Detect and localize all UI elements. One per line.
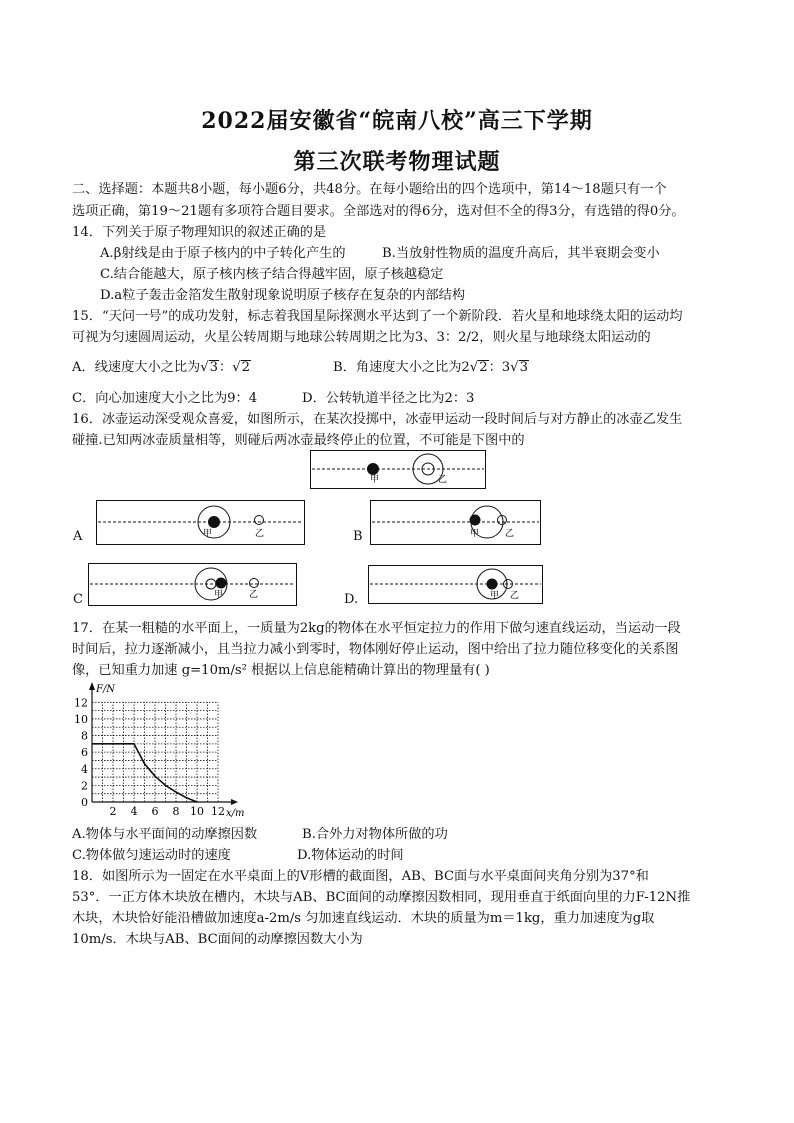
y-tick-label: 8	[81, 729, 88, 743]
q17-option-b: B.合外力对物体所做的功	[302, 827, 448, 842]
option-a-yi: 乙	[255, 529, 265, 539]
q15-option-a-text: A．线速度大小之比为	[72, 360, 201, 375]
x-axis-label: x/m	[226, 808, 245, 819]
q15-option-c: C．向心加速度大小之比为9：4	[72, 391, 258, 406]
q15-option-d: D．公转轨道半径之比为2：3	[302, 391, 475, 406]
q18-stem-cont3: 10m/s．木块与AB、BC面间的动摩擦因数大小为	[72, 932, 363, 947]
q17-option-d: D.物体运动的时间	[297, 848, 404, 863]
q16-label-c: C	[73, 592, 83, 607]
q17-option-c: C.物体做匀速运动时的速度	[72, 848, 231, 863]
curling-option-a	[96, 500, 306, 546]
title-line-1: 2022届安徽省“皖南八校”高三下学期	[201, 108, 593, 134]
y-axis-label: F/N	[96, 684, 116, 695]
q17-option-a: A.物体与水平面间的动摩擦因数	[72, 827, 258, 842]
q17-stem: 17．在某一粗糙的水平面上，一质量为2kg的物体在水平恒定拉力的作用下做匀速直线运动，当运动一段	[72, 621, 681, 636]
option-a-jia: 甲	[203, 529, 213, 539]
q15-option-b-mid: ：3	[488, 360, 511, 375]
stone-jia	[367, 463, 379, 475]
y-axis-arrow	[89, 682, 95, 690]
q15-option-b-text: B．角速度大小之比为2	[333, 360, 470, 375]
option-c-yi: 乙	[249, 590, 259, 600]
q14-stem: 14．下列关于原子物理知识的叙述正确的是	[72, 225, 327, 240]
y-tick-label: 12	[74, 696, 88, 710]
q16-label-b: B	[353, 529, 363, 544]
x-tick-label: 4	[130, 805, 138, 818]
title-line-2: 第三次联考物理试题	[293, 149, 501, 175]
stone-yi-label: 乙	[438, 475, 448, 485]
option-d-yi: 乙	[510, 591, 520, 601]
curling-option-d	[368, 565, 544, 605]
y-tick-label: 6	[81, 746, 88, 760]
q16-stem: 16．冰壶运动深受观众喜爱，如图所示，在某次投掷中，冰壶甲运动一段时间后与对方静止的冰壶乙发生	[72, 412, 683, 427]
option-d-jia: 甲	[490, 591, 500, 601]
x-tick-label: 2	[109, 805, 117, 818]
q16-label-d: D.	[344, 592, 359, 607]
y-tick-label: 0	[81, 796, 88, 809]
curling-option-c	[88, 563, 298, 607]
q16-stem-cont: 碰撞.已知两冰壶质量相等，则碰后两冰壶最终停止的位置，不可能是下图中的	[72, 433, 525, 448]
curling-figure-top	[310, 450, 486, 490]
q17-stem-cont: 时间后，拉力逐渐减小，且当拉力减小到零时，物体刚好停止运动，图中给出了拉力随位移变化的关系图	[72, 642, 679, 657]
option-c-jia: 甲	[214, 590, 224, 600]
q14-option-d: D.a粒子轰击金箔发生散射现象说明原子核存在复杂的内部结构	[100, 288, 466, 303]
x-tick-label: 6	[151, 805, 159, 818]
q14-option-a: A.β射线是由于原子核内的中子转化产生的	[100, 246, 346, 261]
q15-option-a-root1: 3	[209, 360, 219, 375]
x-axis-arrow	[231, 799, 238, 805]
q15-stem: 15．“天问一号”的成功发射，标志着我国星际探测水平达到了一个新阶段．若火星和地球绕太阳的运动均	[72, 309, 683, 324]
q18-stem: 18．如图所示为一固定在水平桌面上的V形槽的截面图，AB、BC面与水平桌面间夹角分别为37°和	[72, 869, 649, 884]
q18-stem-cont2: 木块，木块恰好能沿槽做加速度a-2m/s 匀加速直线运动．木块的质量为m＝1kg，重力加速度为g取	[72, 911, 655, 926]
q15-option-b-root1: 2	[479, 360, 488, 375]
q18-stem-cont: 53°．一正方体木块放在槽内，木块与AB、BC面间的动摩擦因数相同，现用垂直于纸面向里的力F-12N推	[72, 890, 691, 905]
option-b-yi: 乙	[505, 529, 515, 539]
y-tick-label: 2	[81, 779, 88, 793]
force-displacement-chart	[72, 682, 245, 822]
q15-stem-cont: 可视为匀速圆周运动，火星公转周期与地球公转周期之比为3、3：2/2，则火星与地球绕太阳运动的	[72, 330, 651, 345]
q14-option-b: B.当放射性物质的温度升高后，其半衰期会变小	[382, 246, 660, 261]
q16-label-a: A	[73, 529, 83, 544]
x-tick-label: 10	[190, 805, 204, 818]
option-b-jia: 甲	[470, 529, 480, 539]
q15-option-a: A．线速度大小之比为√3：√2	[72, 360, 250, 375]
section-intro-cont: 选项正确，第19～21题有多项符合题目要求。全部选对的得6分，选对但不全的得3分，有选错的得0分。	[72, 204, 685, 219]
y-tick-label: 4	[81, 762, 88, 776]
q14-option-c: C.结合能越大，原子核内核子结合得越牢固，原子核越稳定	[100, 267, 444, 282]
section-intro: 二、选择题：本题共8小题，每小题6分，共48分。在每小题给出的四个选项中，第14～18题只有一个	[72, 182, 667, 197]
q15-option-a-root2: 2	[241, 360, 250, 375]
q15-option-b-root2: 3	[519, 360, 528, 375]
y-tick-label: 10	[74, 712, 88, 726]
q15-option-a-colon: ：	[219, 360, 233, 375]
curling-option-b	[370, 500, 542, 546]
q17-stem-cont2: 像，已知重力加速 g=10m/s² 根据以上信息能精确计算出的物理量有( )	[72, 663, 490, 678]
x-tick-label: 12	[211, 805, 225, 818]
x-tick-label: 8	[172, 805, 180, 818]
q15-option-b: B．角速度大小之比为2√2：3√3	[333, 360, 528, 375]
stone-jia-label: 甲	[370, 475, 380, 485]
